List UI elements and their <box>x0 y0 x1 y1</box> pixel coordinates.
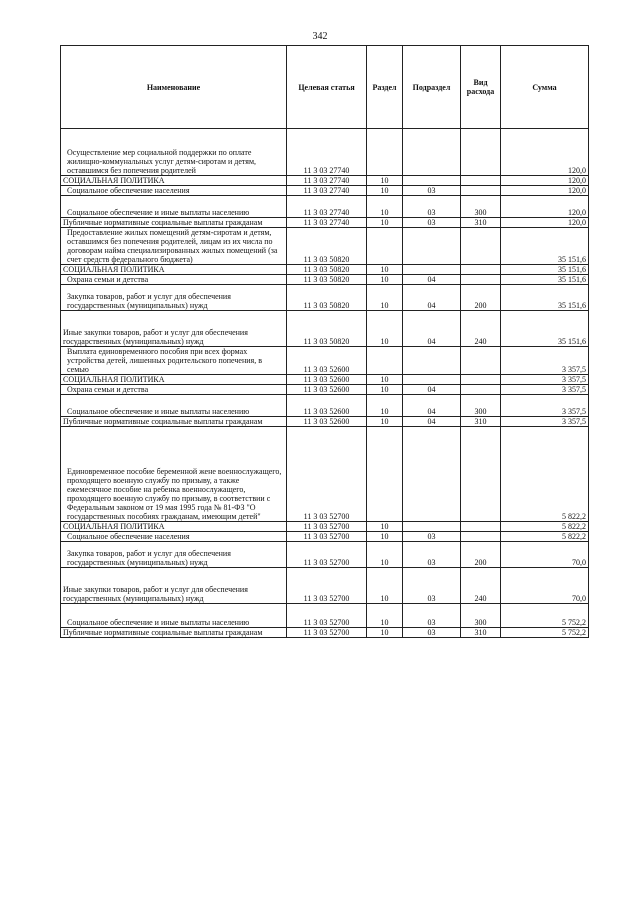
row-target-code: 11 3 03 52600 <box>287 395 367 417</box>
row-expense-type: 310 <box>461 628 501 638</box>
row-section: 10 <box>367 186 403 196</box>
table-row <box>61 628 589 638</box>
row-target-code: 11 3 03 50820 <box>287 228 367 265</box>
row-expense-type <box>461 532 501 542</box>
row-expense-type: 300 <box>461 395 501 417</box>
table-row <box>61 427 589 522</box>
row-sum: 35 151,6 <box>501 311 589 347</box>
row-name: Публичные нормативные социальные выплаты гражданам <box>61 417 287 427</box>
table-row <box>61 265 589 275</box>
row-section <box>367 427 403 522</box>
row-section: 10 <box>367 568 403 604</box>
row-subsection: 03 <box>403 186 461 196</box>
row-subsection <box>403 347 461 375</box>
row-sum: 35 151,6 <box>501 265 589 275</box>
row-target-code: 11 3 03 52600 <box>287 385 367 395</box>
row-expense-type: 310 <box>461 417 501 427</box>
row-name: СОЦИАЛЬНАЯ ПОЛИТИКА <box>61 522 287 532</box>
row-subsection: 03 <box>403 196 461 218</box>
row-sum: 70,0 <box>501 568 589 604</box>
row-sum: 3 357,5 <box>501 395 589 417</box>
row-section: 10 <box>367 395 403 417</box>
row-subsection: 04 <box>403 385 461 395</box>
row-name: Охрана семьи и детства <box>61 275 287 285</box>
row-expense-type: 240 <box>461 568 501 604</box>
table-row <box>61 395 589 417</box>
row-name: СОЦИАЛЬНАЯ ПОЛИТИКА <box>61 265 287 275</box>
row-section: 10 <box>367 311 403 347</box>
row-name: СОЦИАЛЬНАЯ ПОЛИТИКА <box>61 375 287 385</box>
row-subsection: 03 <box>403 532 461 542</box>
row-section: 10 <box>367 385 403 395</box>
row-section: 10 <box>367 604 403 628</box>
row-target-code: 11 3 03 50820 <box>287 275 367 285</box>
header-expense-type: Вид расхода <box>461 46 501 129</box>
header-target-article: Целевая статья <box>287 46 367 129</box>
row-name: СОЦИАЛЬНАЯ ПОЛИТИКА <box>61 176 287 186</box>
row-target-code: 11 3 03 52600 <box>287 347 367 375</box>
row-sum: 3 357,5 <box>501 417 589 427</box>
row-expense-type <box>461 265 501 275</box>
row-subsection: 03 <box>403 542 461 568</box>
row-target-code: 11 3 03 50820 <box>287 265 367 275</box>
row-subsection: 04 <box>403 285 461 311</box>
row-name: Социальное обеспечение и иные выплаты населению <box>61 395 287 417</box>
header-sum: Сумма <box>501 46 589 129</box>
row-sum: 120,0 <box>501 176 589 186</box>
row-expense-type <box>461 129 501 176</box>
row-subsection <box>403 427 461 522</box>
row-sum: 3 357,5 <box>501 385 589 395</box>
row-subsection <box>403 129 461 176</box>
table-row <box>61 417 589 427</box>
row-section: 10 <box>367 375 403 385</box>
row-sum: 35 151,6 <box>501 285 589 311</box>
row-expense-type <box>461 275 501 285</box>
row-target-code: 11 3 03 52600 <box>287 375 367 385</box>
row-expense-type <box>461 522 501 532</box>
row-target-code: 11 3 03 52700 <box>287 628 367 638</box>
row-expense-type: 310 <box>461 218 501 228</box>
row-section: 10 <box>367 522 403 532</box>
table-row <box>61 568 589 604</box>
row-sum: 120,0 <box>501 218 589 228</box>
table-row <box>61 542 589 568</box>
row-expense-type <box>461 347 501 375</box>
row-section <box>367 347 403 375</box>
row-target-code: 11 3 03 27740 <box>287 186 367 196</box>
row-section: 10 <box>367 417 403 427</box>
row-sum: 3 357,5 <box>501 347 589 375</box>
budget-table <box>60 45 589 638</box>
row-sum: 120,0 <box>501 129 589 176</box>
row-sum: 5 752,2 <box>501 628 589 638</box>
row-section: 10 <box>367 628 403 638</box>
row-name: Выплата единовременного пособия при всех формах устройства детей, лишенных родительского попечения, в семью <box>61 347 287 375</box>
table-row <box>61 522 589 532</box>
row-section: 10 <box>367 176 403 186</box>
header-subsection: Подраздел <box>403 46 461 129</box>
row-name: Осуществление мер социальной поддержки по оплате жилищно-коммунальных услуг детям-сиротам и детям, оставшимся без попечения родителей <box>61 129 287 176</box>
page-number: 342 <box>312 31 328 42</box>
row-name: Иные закупки товаров, работ и услуг для обеспечения государственных (муниципальных) нужд <box>61 568 287 604</box>
row-expense-type <box>461 427 501 522</box>
row-section: 10 <box>367 265 403 275</box>
row-sum: 120,0 <box>501 186 589 196</box>
row-name: Предоставление жилых помещений детям-сиротам и детям, оставшимся без попечения родителей, лицам из их числа по договорам найма специализированных жилых помещений (за счет средств федерального бюджета) <box>61 228 287 265</box>
row-name: Публичные нормативные социальные выплаты гражданам <box>61 218 287 228</box>
table-row <box>61 532 589 542</box>
row-subsection <box>403 176 461 186</box>
row-section <box>367 228 403 265</box>
row-subsection <box>403 522 461 532</box>
row-sum: 35 151,6 <box>501 228 589 265</box>
row-section: 10 <box>367 532 403 542</box>
row-sum: 5 752,2 <box>501 604 589 628</box>
row-expense-type <box>461 385 501 395</box>
row-sum: 3 357,5 <box>501 375 589 385</box>
row-subsection <box>403 228 461 265</box>
row-expense-type: 300 <box>461 196 501 218</box>
row-target-code: 11 3 03 52700 <box>287 542 367 568</box>
row-subsection: 03 <box>403 604 461 628</box>
row-expense-type <box>461 375 501 385</box>
row-expense-type <box>461 186 501 196</box>
table-row <box>61 129 589 176</box>
row-target-code: 11 3 03 27740 <box>287 129 367 176</box>
row-section: 10 <box>367 218 403 228</box>
table-row <box>61 347 589 375</box>
row-target-code: 11 3 03 52700 <box>287 604 367 628</box>
row-name: Закупка товаров, работ и услуг для обеспечения государственных (муниципальных) нужд <box>61 285 287 311</box>
row-target-code: 11 3 03 50820 <box>287 311 367 347</box>
row-subsection: 03 <box>403 218 461 228</box>
table-row <box>61 604 589 628</box>
row-expense-type <box>461 228 501 265</box>
row-section <box>367 129 403 176</box>
row-subsection: 03 <box>403 628 461 638</box>
row-section: 10 <box>367 275 403 285</box>
table-row <box>61 196 589 218</box>
row-expense-type <box>461 176 501 186</box>
table-row <box>61 311 589 347</box>
row-expense-type: 200 <box>461 542 501 568</box>
row-name: Иные закупки товаров, работ и услуг для обеспечения государственных (муниципальных) нужд <box>61 311 287 347</box>
table-row <box>61 285 589 311</box>
table-row <box>61 186 589 196</box>
row-target-code: 11 3 03 50820 <box>287 285 367 311</box>
row-section: 10 <box>367 542 403 568</box>
table-row <box>61 385 589 395</box>
row-name: Социальное обеспечение населения <box>61 186 287 196</box>
row-name: Охрана семьи и детства <box>61 385 287 395</box>
row-subsection <box>403 265 461 275</box>
row-target-code: 11 3 03 52700 <box>287 568 367 604</box>
row-sum: 5 822,2 <box>501 427 589 522</box>
row-target-code: 11 3 03 52700 <box>287 522 367 532</box>
table-row <box>61 218 589 228</box>
row-name: Единовременное пособие беременной жене военнослужащего, проходящего военную службу по призыву, а также ежемесячное пособие на ребенка военнослужащего, проходящего военную службу по призыву, в соответствии с Федеральным законом от 19 мая 1995 года № 81-ФЗ "О государственных пособиях гражданам, имеющим детей" <box>61 427 287 522</box>
row-section: 10 <box>367 196 403 218</box>
row-subsection: 04 <box>403 311 461 347</box>
row-sum: 70,0 <box>501 542 589 568</box>
row-target-code: 11 3 03 27740 <box>287 176 367 186</box>
row-sum: 35 151,6 <box>501 275 589 285</box>
row-expense-type: 200 <box>461 285 501 311</box>
table-header-row <box>61 46 589 129</box>
row-subsection: 04 <box>403 395 461 417</box>
row-subsection: 04 <box>403 275 461 285</box>
table-row <box>61 375 589 385</box>
row-name: Социальное обеспечение населения <box>61 532 287 542</box>
row-target-code: 11 3 03 52700 <box>287 532 367 542</box>
table-row <box>61 275 589 285</box>
row-target-code: 11 3 03 27740 <box>287 218 367 228</box>
row-section: 10 <box>367 285 403 311</box>
row-sum: 5 822,2 <box>501 522 589 532</box>
row-name: Закупка товаров, работ и услуг для обеспечения государственных (муниципальных) нужд <box>61 542 287 568</box>
row-sum: 120,0 <box>501 196 589 218</box>
table-row <box>61 228 589 265</box>
row-sum: 5 822,2 <box>501 532 589 542</box>
row-subsection: 03 <box>403 568 461 604</box>
row-target-code: 11 3 03 27740 <box>287 196 367 218</box>
row-name: Социальное обеспечение и иные выплаты населению <box>61 196 287 218</box>
row-target-code: 11 3 03 52700 <box>287 427 367 522</box>
row-expense-type: 300 <box>461 604 501 628</box>
row-target-code: 11 3 03 52600 <box>287 417 367 427</box>
row-name: Социальное обеспечение и иные выплаты населению <box>61 604 287 628</box>
row-name: Публичные нормативные социальные выплаты гражданам <box>61 628 287 638</box>
header-section: Раздел <box>367 46 403 129</box>
row-subsection <box>403 375 461 385</box>
row-subsection: 04 <box>403 417 461 427</box>
table-row <box>61 176 589 186</box>
row-expense-type: 240 <box>461 311 501 347</box>
header-name: Наименование <box>61 46 287 129</box>
